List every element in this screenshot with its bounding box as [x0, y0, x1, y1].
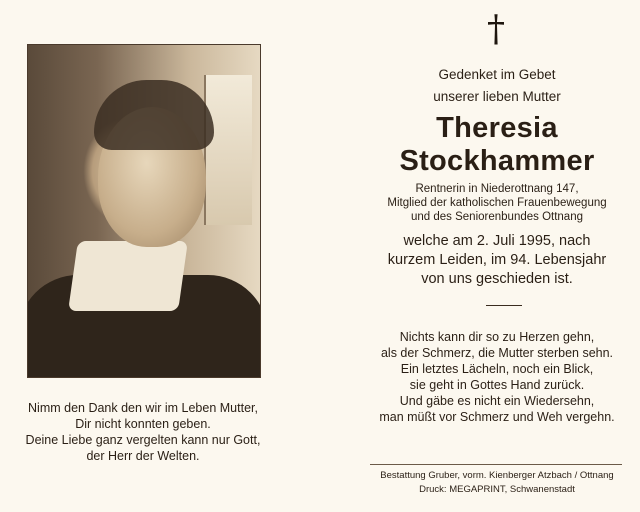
intro-line: unserer lieben Mutter	[433, 89, 561, 104]
poem-line: man müßt vor Schmerz und Weh vergehn.	[379, 410, 615, 424]
footer	[356, 469, 638, 497]
intro-text	[356, 64, 638, 108]
first-name: Theresia	[436, 112, 558, 144]
portrait-photo	[27, 44, 261, 378]
verse-line: der Herr der Welten.	[86, 449, 200, 463]
poem-line: als der Schmerz, die Mutter sterben sehn.	[380, 346, 614, 360]
window-background	[204, 75, 252, 225]
divider	[486, 305, 522, 306]
intro-line: Gedenket im Gebet	[438, 67, 556, 82]
printer: Druck: MEGAPRINT, Schwanenstadt	[419, 484, 575, 495]
last-name: Stockhammer	[399, 145, 595, 177]
verse-line: Deine Liebe ganz vergelten kann nur Gott,	[25, 433, 261, 447]
left-verse	[0, 400, 286, 464]
verse-line: Dir nicht konnten geben.	[75, 417, 211, 431]
death-line: kurzem Leiden, im 94. Lebensjahr	[387, 252, 607, 268]
deceased-info	[356, 182, 638, 224]
poem-line: Und gäbe es nicht ein Wiedersehn,	[399, 394, 595, 408]
footer-divider	[370, 464, 622, 465]
death-line: welche am 2. Juli 1995, nach	[403, 233, 591, 249]
poem-line: sie geht in Gottes Hand zurück.	[409, 378, 585, 392]
deceased-name	[356, 112, 638, 178]
death-line: von uns geschieden ist.	[421, 271, 573, 287]
info-line: Rentnerin in Niederottnang 147,	[415, 183, 579, 195]
portrait-hair	[94, 80, 214, 150]
info-line: Mitglied der katholischen Frauenbewegung	[387, 197, 607, 209]
death-notice	[356, 232, 638, 289]
poem	[356, 329, 638, 425]
verse-line: Nimm den Dank den wir im Leben Mutter,	[28, 401, 258, 415]
poem-line: Nichts kann dir so zu Herzen gehn,	[399, 330, 595, 344]
poem-line: Ein letztes Lächeln, noch ein Blick,	[400, 362, 594, 376]
cross-icon: †	[487, 9, 505, 50]
funeral-home: Bestattung Gruber, vorm. Kienberger Atzbach / Ottnang	[380, 470, 614, 481]
portrait-collar	[68, 241, 188, 311]
info-line: und des Seniorenbundes Ottnang	[411, 211, 583, 223]
